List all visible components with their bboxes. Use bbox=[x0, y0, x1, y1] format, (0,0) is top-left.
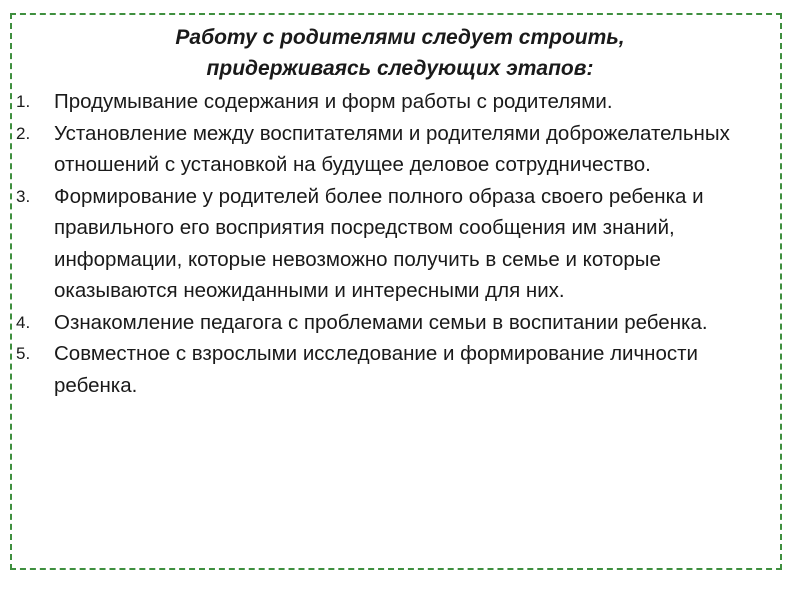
list-item-text: Формирование у родителей более полного образа своего ребенка и правильного его восприятия посредством сообщения им знаний, информации, которые невозможно получить в семье и которые оказываются неожиданными и интересными для них. bbox=[54, 184, 704, 302]
list-item-number: 1. bbox=[16, 92, 31, 111]
list-item-text: Установление между воспитателями и родителями доброжелательных отношений с установкой на будущее деловое сотрудничество. bbox=[54, 121, 730, 176]
list-item-number: 2. bbox=[16, 123, 31, 143]
list-item-number: 4. bbox=[16, 312, 31, 332]
list-item-number: 5. bbox=[16, 344, 31, 363]
list-item-text: Ознакомление педагога с проблемами семьи в воспитании ребенка. bbox=[54, 310, 708, 334]
list-item bbox=[14, 118, 784, 181]
list-item bbox=[14, 307, 784, 339]
slide-title bbox=[20, 22, 780, 84]
title-line-2: придерживаясь следующих этапов: bbox=[206, 57, 594, 80]
list-item-text: Продумывание содержания и форм работы с родителями. bbox=[54, 90, 613, 113]
stages-list bbox=[14, 86, 784, 401]
title-line-1: Работу с родителями следует строить, bbox=[175, 26, 625, 49]
list-item bbox=[14, 181, 784, 307]
list-item-number: 3. bbox=[16, 186, 31, 206]
list-item-text: Совместное с взрослыми исследование и формирование личности ребенка. bbox=[54, 342, 698, 397]
list-item bbox=[14, 338, 784, 401]
list-item bbox=[14, 86, 784, 118]
